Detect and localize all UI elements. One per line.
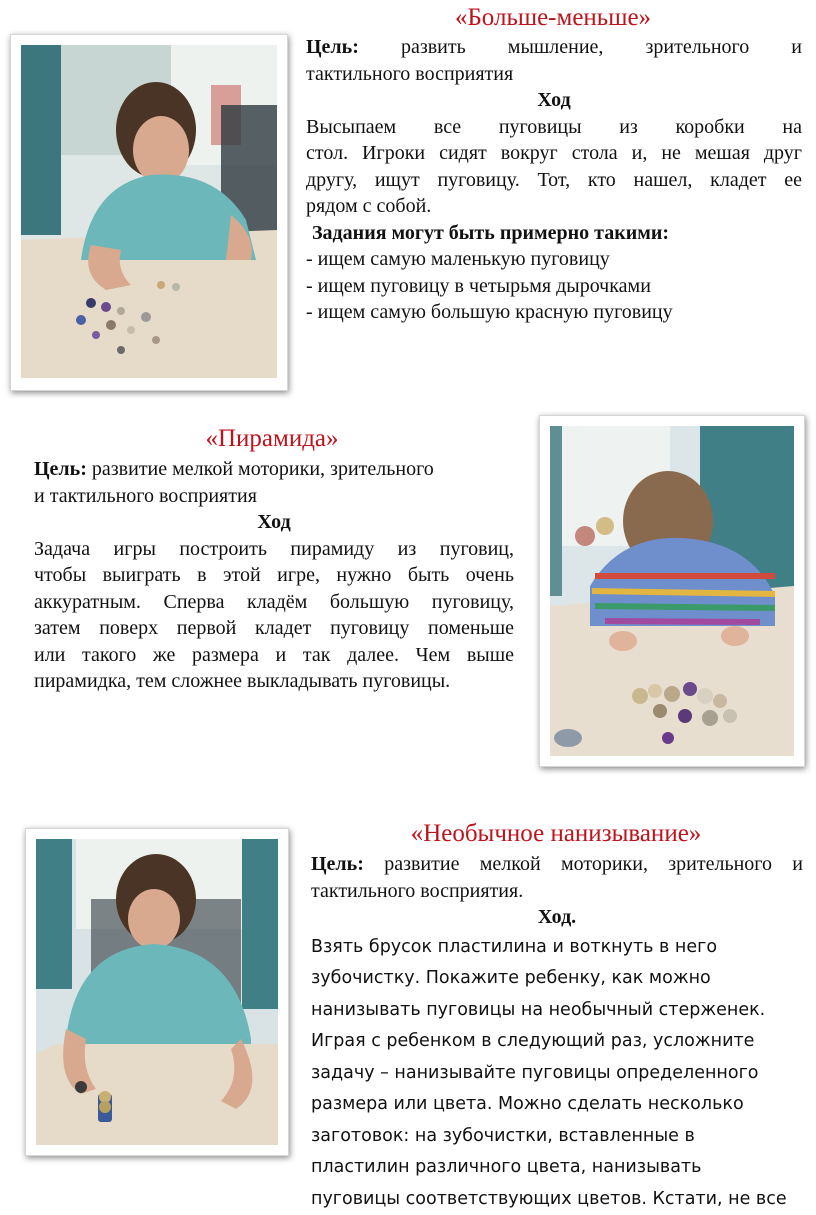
section1-goal-label: Цель: (306, 36, 359, 58)
section3-text-line: Играя с ребенком в следующий раз, усложните (311, 1026, 803, 1058)
section2-text-line: Задача игры построить пирамиду из пуговиц, (34, 536, 514, 563)
section2-goal-line2: и тактильного восприятия (34, 483, 514, 510)
section2-text-line: пирамидка, тем сложнее выкладывать пуговицы. (34, 668, 514, 695)
photo-image-3 (36, 839, 278, 1145)
section3-text-line: пуговицы соответствующих цветов. Кстати, не все (311, 1184, 803, 1215)
photo-child-stringing-buttons (25, 828, 289, 1156)
section1-course-heading: Ход (306, 87, 802, 114)
photo-image-2 (550, 426, 794, 756)
section1-text-line: другу, ищут пуговицу. Тот, кто нашел, кладет ее (306, 167, 802, 194)
section3-text-line: пластилин различного цвета, нанизывать (311, 1152, 803, 1184)
section2-goal-line (34, 456, 514, 483)
section3-text-line: Взять брусок пластилина и воткнуть в него (311, 932, 803, 964)
photo-child-building-pyramid (539, 415, 805, 767)
section3-text-line: размера или цвета. Можно сделать несколько (311, 1089, 803, 1121)
section2-text-line: или такого же размера и так далее. Чем выше (34, 642, 514, 669)
section3-text-line: заготовок: на зубочистки, вставленные в (311, 1121, 803, 1153)
section3-body (311, 932, 803, 1215)
section1-task-item: - ищем самую большую красную пуговицу (306, 299, 802, 326)
section3-text-line: нанизывать пуговицы на необычный стерженек. (311, 995, 803, 1027)
section3-text-line: зубочистку. Покажите ребенку, как можно (311, 963, 803, 995)
section2-goal-label: Цель: (34, 458, 87, 480)
section2-text-line: аккуратным. Сперва кладём большую пуговицу, (34, 589, 514, 616)
section1-text (306, 34, 802, 326)
section3-text-line: задачу – нанизывайте пуговицы определенного (311, 1058, 803, 1090)
photo-children-sorting-buttons (10, 34, 288, 391)
section1-title: «Больше-меньше» (302, 3, 804, 33)
section3-title: «Необычное нанизывание» (306, 819, 806, 849)
section2-text-line: затем поверх первой кладет пуговицу поменьше (34, 615, 514, 642)
section1-goal-text: развить мышление, зрительного и (401, 36, 802, 58)
section3-course-heading: Ход. (311, 904, 803, 931)
section1-text-line: рядом с собой. (306, 193, 802, 220)
section2-goal-text: развитие мелкой моторики, зрительного (92, 458, 434, 480)
section1-text-line: стол. Игроки сидят вокруг стола и, не мешая друг (306, 140, 802, 167)
section1-goal-line (306, 34, 802, 61)
section1-tasks-heading: Задания могут быть примерно такими: (306, 220, 802, 247)
section2-text (34, 456, 514, 695)
section3-goal-label: Цель: (311, 853, 364, 875)
photo-image-1 (21, 45, 277, 378)
section1-goal-line2: тактильного восприятия (306, 61, 802, 88)
section3-goal-line2: тактильного восприятия. (311, 878, 803, 905)
section3-goal-line (311, 851, 803, 878)
section1-task-item: - ищем пуговицу в четырьмя дырочками (306, 273, 802, 300)
section2-course-heading: Ход (34, 509, 514, 536)
section2-title: «Пирамида» (30, 424, 514, 454)
section1-task-item: - ищем самую маленькую пуговицу (306, 246, 802, 273)
section1-text-line: Высыпаем все пуговицы из коробки на (306, 114, 802, 141)
section2-text-line: чтобы выиграть в этой игре, нужно быть очень (34, 562, 514, 589)
section3-goal-text: развитие мелкой моторики, зрительного и (384, 853, 803, 875)
section3-text (311, 851, 803, 1215)
